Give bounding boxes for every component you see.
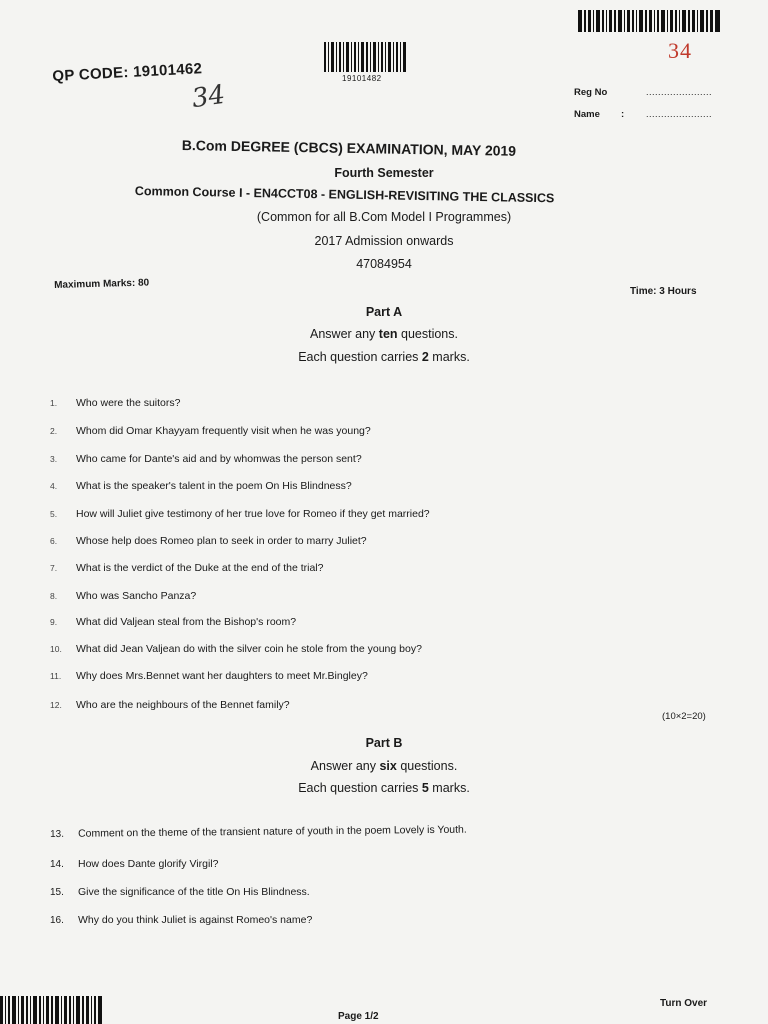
question-number: 5. xyxy=(50,509,58,519)
part-b-marks-pre: Each question carries xyxy=(298,781,422,795)
question-3 xyxy=(50,453,362,465)
question-number: 8. xyxy=(50,591,58,601)
question-text: What is the speaker's talent in the poem On His Blindness? xyxy=(76,480,352,492)
question-text: Whose help does Romeo plan to seek in order to marry Juliet? xyxy=(76,535,367,547)
question-13 xyxy=(50,824,467,840)
part-b-instruction-pre: Answer any xyxy=(310,759,380,773)
name-colon: : xyxy=(621,109,625,120)
semester: Fourth Semester xyxy=(334,166,434,180)
part-a-instruction-bold: ten xyxy=(378,327,398,341)
question-8 xyxy=(50,590,196,602)
question-number: 15. xyxy=(50,887,64,898)
paper-code: 47084954 xyxy=(356,257,412,271)
part-a-marks-bold: 2 xyxy=(421,350,429,364)
question-text: Why does Mrs.Bennet want her daughters to meet Mr.Bingley? xyxy=(76,670,368,682)
top-right-barcode xyxy=(578,10,720,32)
question-text: Who were the suitors? xyxy=(76,397,181,409)
question-14 xyxy=(50,858,218,870)
question-15 xyxy=(50,886,310,898)
question-text: How will Juliet give testimony of her true love for Romeo if they get married? xyxy=(76,508,430,520)
part-b-instruction-post: questions. xyxy=(396,759,458,773)
question-10 xyxy=(50,643,422,655)
part-b-marks xyxy=(0,781,768,795)
question-text: Give the significance of the title On His Blindness. xyxy=(78,886,310,898)
question-number: 14. xyxy=(50,859,64,870)
bottom-left-barcode xyxy=(0,996,106,1024)
part-a-instruction-pre: Answer any xyxy=(310,327,379,341)
question-number: 10. xyxy=(50,644,62,654)
part-a-marks-post: marks. xyxy=(428,350,470,364)
max-marks: Maximum Marks: 80 xyxy=(54,277,150,291)
question-11 xyxy=(50,670,368,682)
question-number: 11. xyxy=(50,671,62,681)
part-a-marks-pre: Each question carries xyxy=(298,350,422,364)
part-a-instruction xyxy=(0,327,768,341)
time: Time: 3 Hours xyxy=(630,286,697,297)
question-text: Who are the neighbours of the Bennet family? xyxy=(76,699,290,711)
question-text: How does Dante glorify Virgil? xyxy=(78,858,219,870)
part-b-title: Part B xyxy=(365,736,403,750)
question-12 xyxy=(50,699,290,711)
turn-over: Turn Over xyxy=(660,998,708,1009)
question-6 xyxy=(50,535,367,547)
admission: 2017 Admission onwards xyxy=(314,234,454,248)
question-1 xyxy=(50,397,180,409)
handwritten-number: 34 xyxy=(190,79,228,115)
part-b-marks-bold: 5 xyxy=(421,781,429,795)
question-text: Why do you think Juliet is against Romeo's name? xyxy=(78,914,313,926)
part-b-instruction xyxy=(0,759,768,773)
question-text: What did Valjean steal from the Bishop's room? xyxy=(76,616,297,628)
question-number: 2. xyxy=(50,426,58,436)
exam-title: B.Com DEGREE (CBCS) EXAMINATION, MAY 2019 xyxy=(181,137,517,159)
part-b-instruction-bold: six xyxy=(379,759,397,773)
qp-code: QP CODE: 19101462 xyxy=(52,60,203,85)
question-5 xyxy=(50,508,430,520)
question-number: 9. xyxy=(50,617,58,627)
part-a-total: (10×2=20) xyxy=(662,711,706,722)
reg-no-field: ...................... xyxy=(646,87,713,97)
question-number: 12. xyxy=(50,700,62,710)
question-number: 4. xyxy=(50,481,58,491)
question-text: What did Jean Valjean do with the silver coin he stole from the young boy? xyxy=(76,643,422,655)
common-note: (Common for all B.Com Model I Programmes) xyxy=(256,210,512,224)
question-number: 13. xyxy=(50,828,65,840)
part-a-marks xyxy=(0,350,768,364)
question-number: 6. xyxy=(50,536,58,546)
question-number: 1. xyxy=(50,398,58,408)
part-b-marks-post: marks. xyxy=(428,781,470,795)
name-label: Name xyxy=(574,109,600,120)
course-title: Common Course I - EN4CCT08 - ENGLISH-REVISITING THE CLASSICS xyxy=(134,184,555,206)
question-text: What is the verdict of the Duke at the end of the trial? xyxy=(76,562,324,574)
barcode-number: 19101482 xyxy=(342,74,382,83)
question-text: Who came for Dante's aid and by whomwas the person sent? xyxy=(76,453,362,465)
question-number: 16. xyxy=(50,915,64,926)
question-7 xyxy=(50,562,323,574)
question-16 xyxy=(50,914,312,926)
part-a-title: Part A xyxy=(365,305,403,319)
question-text: Who was Sancho Panza? xyxy=(76,590,197,602)
name-field: ...................... xyxy=(646,109,713,119)
reg-no-label: Reg No xyxy=(574,87,608,98)
question-9 xyxy=(50,616,296,628)
question-text: Comment on the theme of the transient nature of youth in the poem Lovely is Youth. xyxy=(77,823,467,840)
question-number: 7. xyxy=(50,563,58,573)
page-number: Page 1/2 xyxy=(338,1011,379,1022)
question-2 xyxy=(50,425,371,437)
red-sheet-number: 34 xyxy=(668,38,692,63)
part-a-instruction-post: questions. xyxy=(397,327,458,341)
question-4 xyxy=(50,480,352,492)
center-barcode xyxy=(324,42,408,72)
question-text: Whom did Omar Khayyam frequently visit when he was young? xyxy=(76,425,371,437)
question-number: 3. xyxy=(50,454,58,464)
